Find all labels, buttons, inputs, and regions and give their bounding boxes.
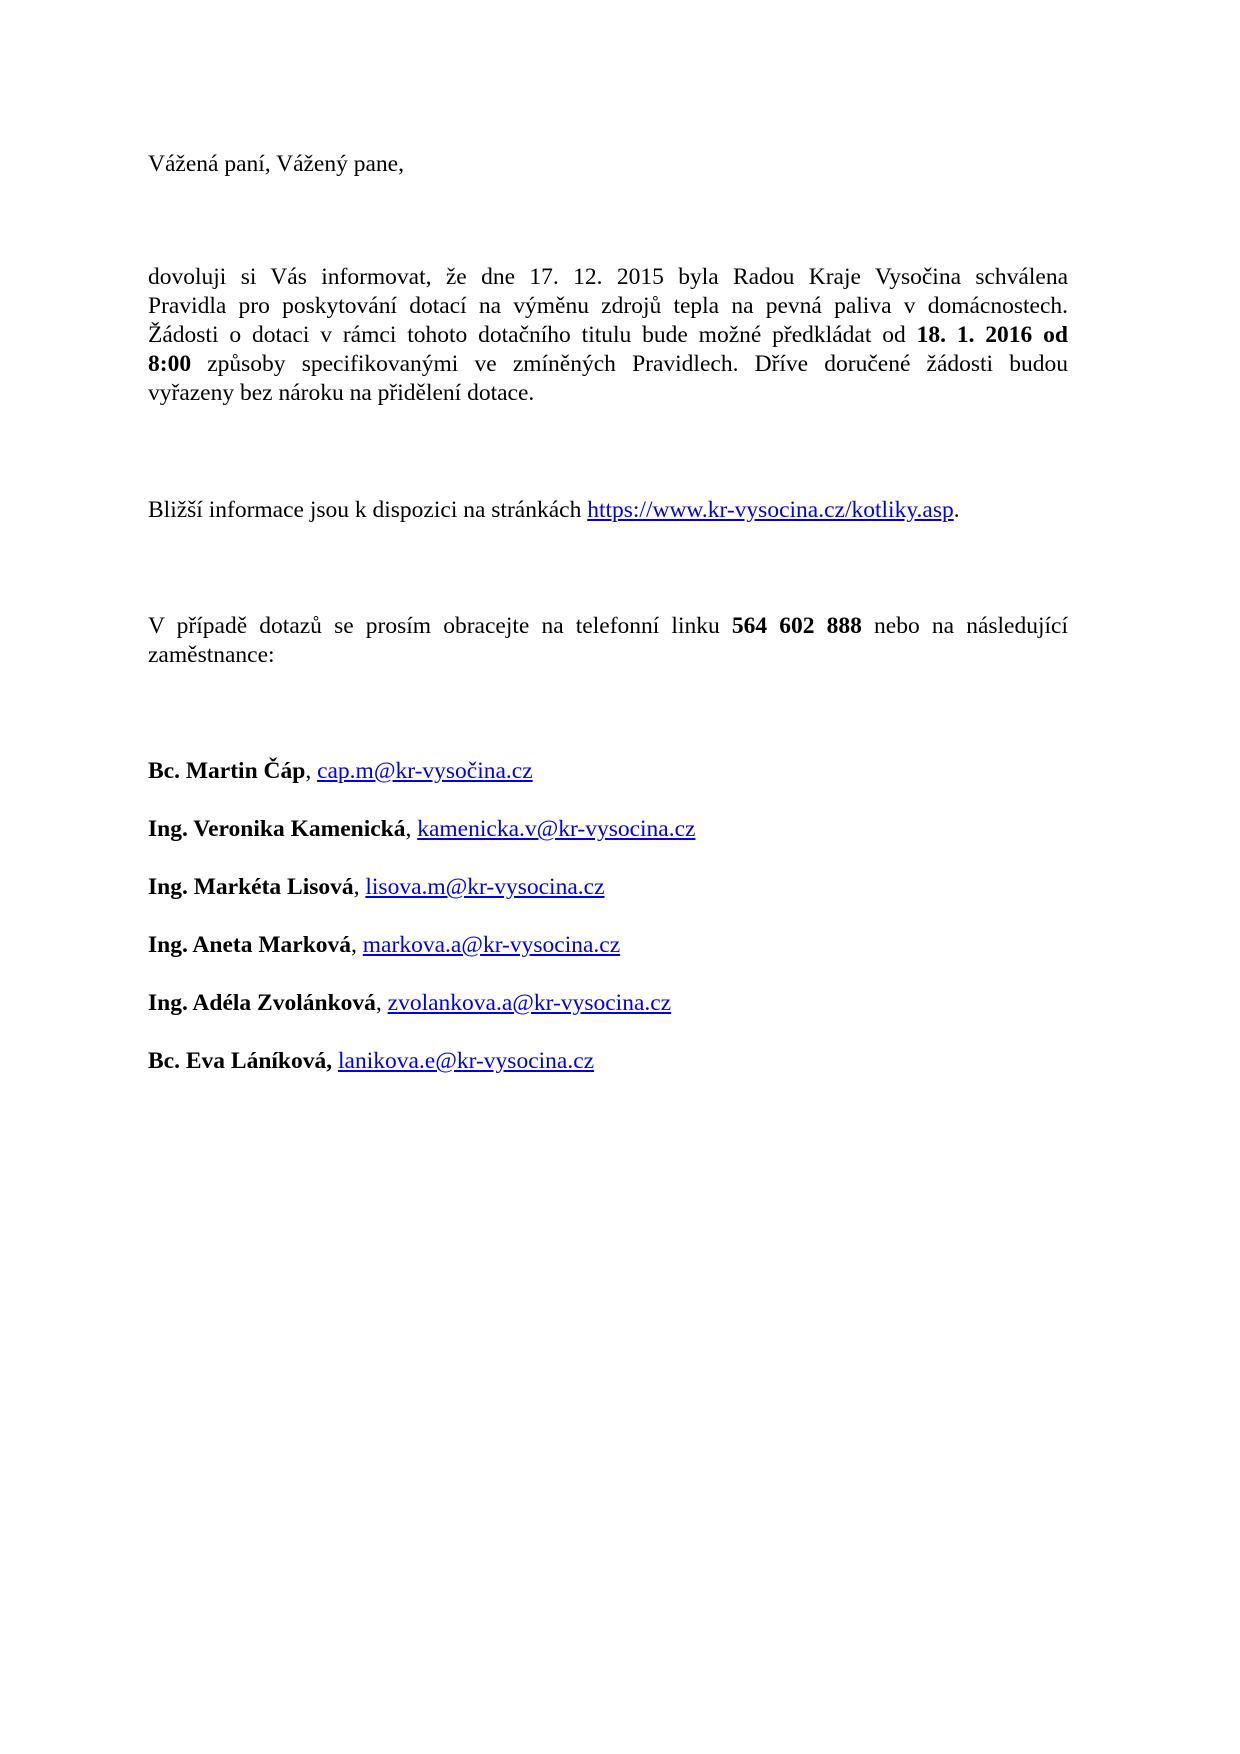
contact-line-1 <box>148 612 1068 641</box>
announcement-line-3-text: Žádosti o dotaci v rámci tohoto dotačního titulu bude možné předkládat od <box>148 322 917 348</box>
info-suffix: . <box>953 497 960 523</box>
employee-email-link[interactable]: markova.a@kr-vysocina.cz <box>362 932 621 958</box>
announcement-line-4 <box>148 350 1068 379</box>
announcement-line-2: Pravidla pro poskytování dotací na výměnu zdrojů tepla na pevná paliva v domácnostech. <box>148 293 1068 319</box>
employee-item <box>148 815 695 844</box>
greeting: Vážená paní, Vážený pane, <box>148 151 404 177</box>
employee-separator: , <box>405 816 418 842</box>
announcement-line-4-text: způsoby specifikovanými ve zmíněných Pravidlech. Dříve doručené žádosti budou <box>191 351 1068 377</box>
employee-email-link[interactable]: lisova.m@kr-vysocina.cz <box>365 874 605 900</box>
employee-separator: , <box>305 758 318 784</box>
employee-name: Bc. Martin Čáp <box>148 758 306 784</box>
announcement-paragraph <box>148 263 1068 408</box>
employee-name: Ing. Veronika Kamenická <box>148 816 406 842</box>
contact-text-after: nebo na následující <box>861 613 1069 639</box>
announcement-line-3 <box>148 321 1068 350</box>
employee-item <box>148 873 695 902</box>
employee-name: Ing. Adéla Zvolánková <box>148 990 376 1016</box>
contact-line-2: zaměstnance: <box>148 642 275 668</box>
contact-paragraph <box>148 612 1068 670</box>
employee-item <box>148 989 695 1018</box>
employee-separator: , <box>353 874 366 900</box>
employee-email-link[interactable]: lanikova.e@kr-vysocina.cz <box>338 1048 595 1074</box>
employee-item <box>148 1047 695 1076</box>
phone-number: 564 602 888 <box>731 613 862 639</box>
contact-text-before: V případě dotazů se prosím obracejte na telefonní linku <box>148 613 732 639</box>
employee-name: Ing. Markéta Lisová <box>148 874 354 900</box>
kotliky-link[interactable]: https://www.kr-vysocina.cz/kotliky.asp <box>587 497 954 523</box>
employee-item <box>148 931 695 960</box>
employee-name: Bc. Eva Láníková, <box>148 1048 333 1074</box>
employee-separator: , <box>351 932 363 958</box>
start-date: 18. 1. 2016 od <box>916 322 1068 348</box>
employee-list <box>148 757 695 1105</box>
announcement-line-1: dovoluji si Vás informovat, že dne 17. 12. 2015 byla Radou Kraje Vysočina schválena <box>148 264 1068 290</box>
employee-item <box>148 757 695 786</box>
employee-name: Ing. Aneta Marková <box>148 932 352 958</box>
start-time: 8:00 <box>148 351 192 377</box>
info-text: Bližší informace jsou k dispozici na stránkách <box>148 497 588 523</box>
info-paragraph <box>148 496 960 525</box>
employee-email-link[interactable]: cap.m@kr-vysočina.cz <box>317 758 533 784</box>
employee-separator: , <box>375 990 388 1016</box>
employee-email-link[interactable]: zvolankova.a@kr-vysocina.cz <box>387 990 672 1016</box>
announcement-line-5: vyřazeny bez nároku na přidělení dotace. <box>148 380 535 406</box>
employee-email-link[interactable]: kamenicka.v@kr-vysocina.cz <box>417 816 696 842</box>
